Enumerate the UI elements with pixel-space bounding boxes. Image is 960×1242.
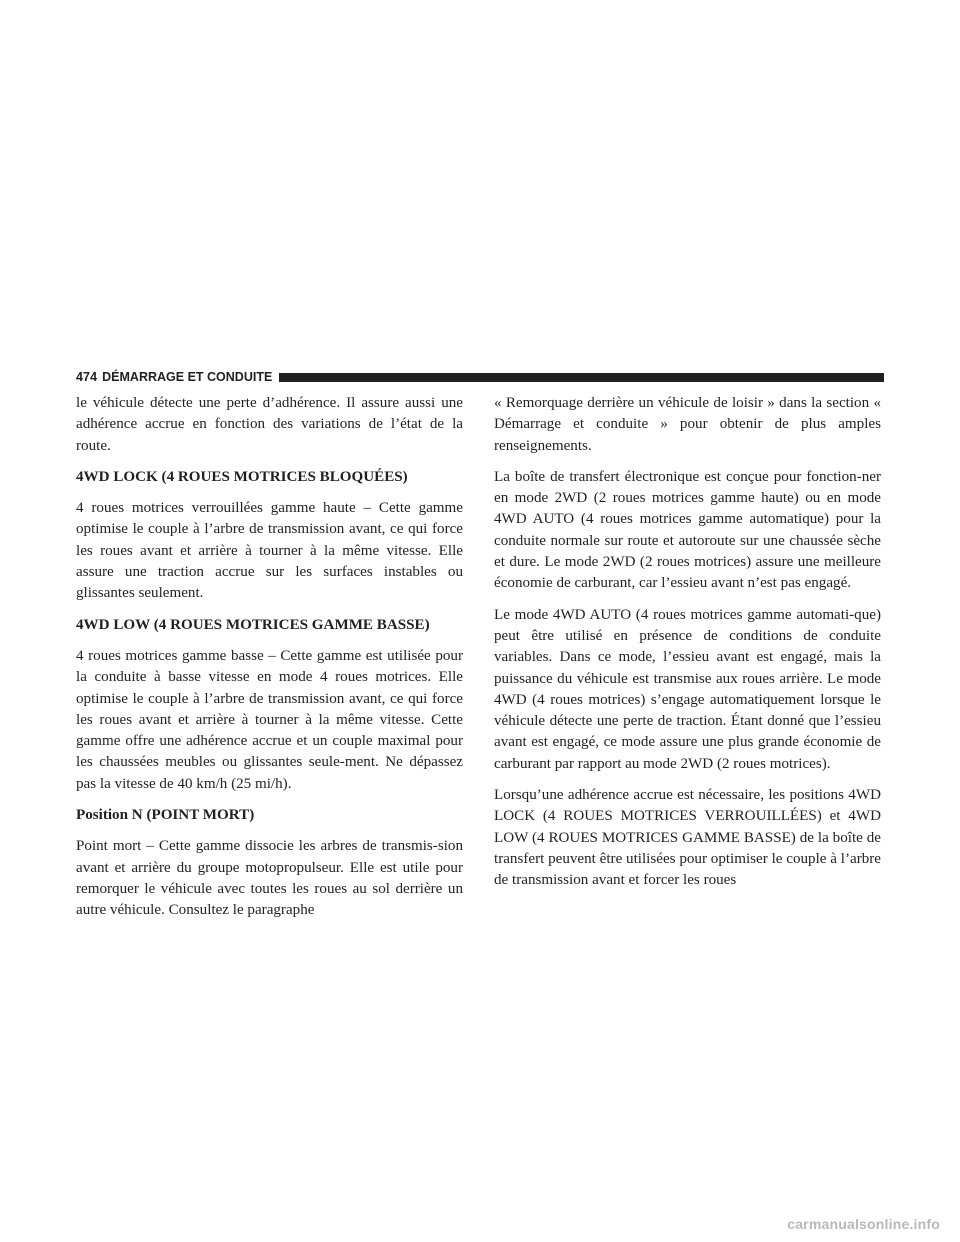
- page-header: [76, 369, 884, 385]
- section-heading-4wd-low: 4WD LOW (4 ROUES MOTRICES GAMME BASSE): [76, 616, 430, 633]
- right-column: [494, 393, 881, 902]
- paragraph: le véhicule détecte une perte d’adhérence. Il assure aussi une adhérence accrue en fonction des variations de l’état de la route.: [76, 395, 463, 454]
- header-rule: [279, 373, 884, 382]
- paragraph: 4 roues motrices gamme basse – Cette gamme est utilisée pour la conduite à basse vitesse en mode 4 roues motrices. Elle optimise le couple à l’arbre de transmission avant, ce qui force les roues avant et arrière à tourner à la même vitesse. Cette gamme offre une adhérence accrue et un couple maximal pour les chaussées meubles ou glissantes seule-ment. Ne dépassez pas la vitesse de 40 km/h (25 mi/h).: [76, 647, 463, 792]
- page-number: 474: [76, 370, 98, 384]
- paragraph: Le mode 4WD AUTO (4 roues motrices gamme automati-que) peut être utilisé en présence de conditions de conduite variables. Dans ce mode, l’essieu avant est engagé, mais la puissance du véhicule est transmise aux roues arrière. Le mode 4WD (4 roues motrices) s’engage automatiquement lorsque le véhicule détecte une perte de traction. Étant donné que l’essieu avant est engagé, ce mode assure une plus grande économie de carburant par rapport au mode 2WD (2 roues motrices).: [494, 606, 881, 772]
- paragraph: Lorsqu’une adhérence accrue est nécessaire, les positions 4WD LOCK (4 ROUES MOTRICES VERROUILLÉES) et 4WD LOW (4 ROUES MOTRICES GAMME BASSE) de la boîte de transfert peuvent être utilisées pour optimiser le couple à l’arbre de transmission avant et forcer les roues: [494, 787, 881, 889]
- paragraph: La boîte de transfert électronique est conçue pour fonction-ner en mode 2WD (2 roues motrices gamme haute) ou en mode 4WD AUTO (4 roues motrices gamme automatique) pour la conduite normale sur route et autoroute sur une chaussée sèche et dure. Le mode 2WD (2 roues motrices) assure une meilleure économie de carburant, car l’essieu avant n’est pas engagé.: [494, 468, 881, 592]
- paragraph: « Remorquage derrière un véhicule de loisir » dans la section « Démarrage et conduite » pour obtenir de plus amples renseignements.: [494, 395, 881, 454]
- section-heading-4wd-lock: 4WD LOCK (4 ROUES MOTRICES BLOQUÉES): [76, 468, 408, 485]
- paragraph: Point mort – Cette gamme dissocie les arbres de transmis-sion avant et arrière du groupe motopropulseur. Elle est utile pour remorquer le véhicule avec toutes les roues au sol derrière un autre véhicule. Consultez le paragraphe: [76, 838, 463, 919]
- section-heading-neutral: Position N (POINT MORT): [76, 807, 255, 824]
- left-column: [76, 393, 463, 932]
- paragraph: 4 roues motrices verrouillées gamme haute – Cette gamme optimise le couple à l’arbre de transmission avant, ce qui force les roues avant et arrière à tourner à la même vitesse. Elle assure une traction accrue sur les surfaces instables ou glissantes seulement.: [76, 500, 463, 602]
- watermark: carmanualsonline.info: [787, 1216, 940, 1232]
- section-title: DÉMARRAGE ET CONDUITE: [102, 370, 273, 384]
